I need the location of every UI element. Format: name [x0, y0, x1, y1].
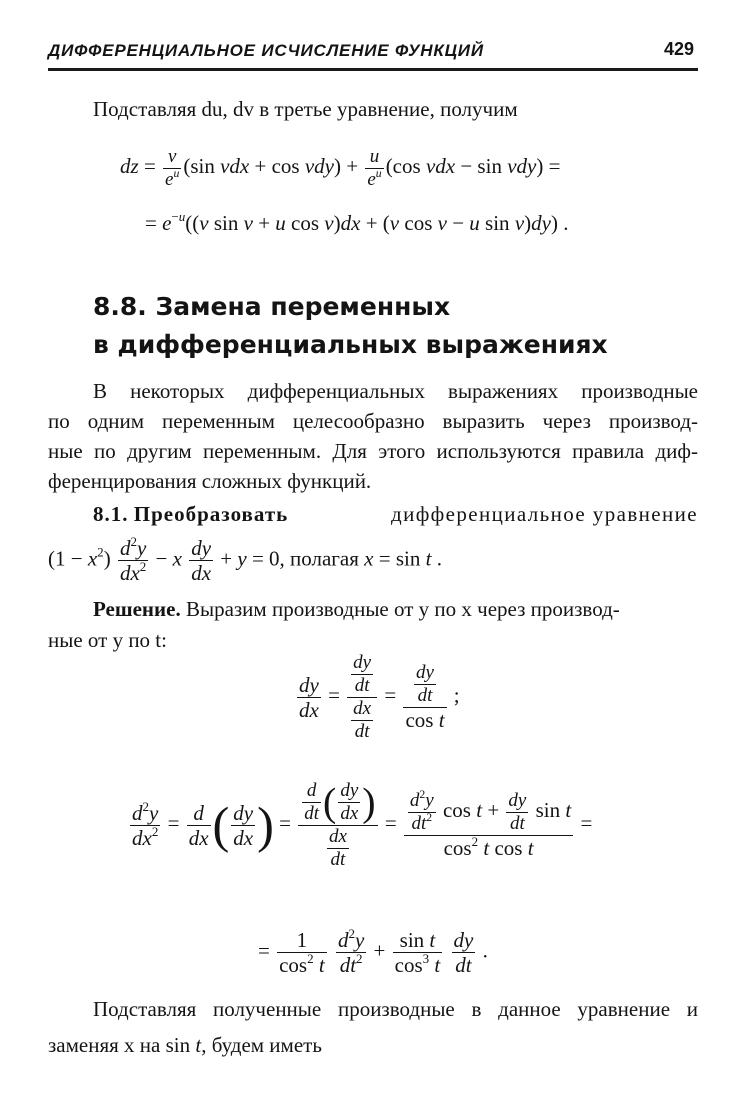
solution-text: Выразим производные от y по x через производ-: [185, 597, 620, 621]
equation-dz: dz = $\frac{v}{e^u}$ (sin vdx + cos vdy) + $\frac{u}{e^u}$ (cos vdx − sin vdy) =: [120, 146, 561, 190]
paragraph-line: В некоторых дифференциальных выражениях производные: [93, 379, 698, 403]
running-title: ДИФФЕРЕНЦИАЛЬНОЕ ИСЧИСЛЕНИЕ ФУНКЦИЙ: [48, 41, 484, 60]
problem-number: 8.1.: [93, 502, 129, 526]
paragraph-line: по одним переменным целесообразно выразить через производ-: [48, 409, 698, 433]
equation-dz-continued: = $e^{-u}((v$ sin v + u cos v)dx + (v cos v − u sin v)dy) .: [145, 208, 569, 235]
intro-text: Подставляя du, dv в третье уравнение, получим: [93, 97, 518, 121]
solution-line2: ные от y по t:: [48, 628, 167, 652]
running-header: [48, 38, 698, 71]
page-number: 429: [663, 39, 694, 59]
closing-tail: , будем иметь: [201, 1033, 322, 1057]
paragraph-line: ные по другим переменным. Для этого используются правила диф-: [48, 439, 698, 463]
equation-second-derivative: $\frac{d^2y}{dx^2}$ = $\frac{d}{dx}$ ( $\frac{dy}{dx}$ ) = $\frac{d}{dt}$ ( $\frac{dy}{dx}$ ) $\frac{dx}{dt}$ = $\frac{d^2y}{dt^2}$ cos t + $\frac{dy}{dt}$ sin t $\cos^2 t$ cos t =: [132, 779, 593, 870]
problem-verb: Преобразовать: [133, 502, 289, 526]
section-title-line2: в дифференциальных выражениях: [93, 330, 608, 359]
section-title: [93, 288, 608, 364]
solution-label: Решение.: [93, 597, 181, 621]
equation-result: = $\frac{1}{\cos^2 t}$ $\frac{d^2y}{dt^2}$ + $\frac{\text{sin t}}{\cos^3 t}$ $\frac{dy}{dt}$ .: [258, 925, 488, 978]
paragraph-line: ференцирования сложных функций.: [48, 469, 372, 493]
solution-line: [93, 594, 620, 624]
closing-line2: заменяя x на sin t, будем иметь: [48, 1033, 322, 1057]
problem-condition: , полагая: [279, 546, 359, 571]
closing-text: заменяя x на: [48, 1033, 161, 1057]
problem-statement: [93, 499, 698, 529]
problem-rest: дифференциальное уравнение: [391, 502, 698, 526]
equation-dy-dx: $\frac{dy}{dx}$ = $\frac{\frac{dy}{dt}}{\frac{dx}{dt}}$ = $\frac{\frac{dy}{dt}}{\text{cos t}}$ ;: [299, 652, 460, 742]
closing-line1: Подставляя полученные производные в данное уравнение и: [93, 997, 698, 1021]
problem-equation: $(1 - x^2)$ $\frac{d^2y}{dx^2}$ − x $\frac{dy}{dx}$ + y = 0, полагая x = sin t .: [48, 533, 442, 586]
section-title-line1: 8.8. Замена переменных: [93, 292, 451, 321]
